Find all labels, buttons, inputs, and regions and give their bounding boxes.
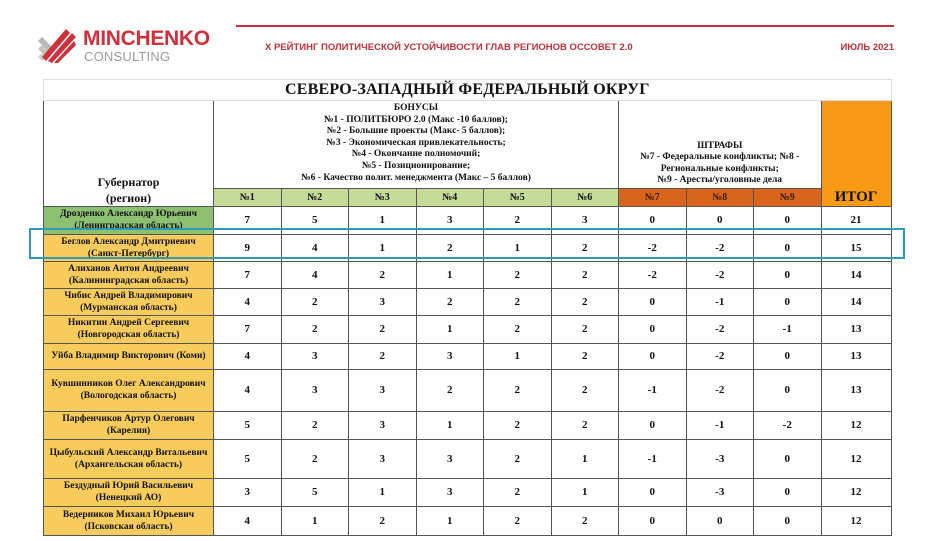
table-row bbox=[44, 343, 892, 369]
score-cell-5: 1 bbox=[484, 234, 552, 261]
score-cell-7: 0 bbox=[619, 315, 687, 343]
table-row bbox=[44, 315, 892, 343]
report-title: X РЕЙТИНГ ПОЛИТИЧЕСКОЙ УСТОЙЧИВОСТИ ГЛАВ РЕГИОНОВ ОССОВЕТ 2.0 bbox=[265, 42, 633, 53]
score-cell-8: 0 bbox=[686, 206, 754, 234]
total-cell: 14 bbox=[821, 261, 891, 288]
governor-name-cell: Беглов Александр Дмитриевич (Санкт-Петербург) bbox=[44, 234, 214, 261]
score-cell-8: -3 bbox=[686, 478, 754, 506]
score-cell-9: 0 bbox=[754, 343, 822, 369]
score-cell-8: -1 bbox=[686, 288, 754, 315]
score-cell-2: 2 bbox=[281, 439, 349, 478]
score-cell-5: 2 bbox=[484, 439, 552, 478]
column-header-3: №3 bbox=[349, 189, 417, 207]
score-cell-1: 3 bbox=[214, 478, 282, 506]
score-cell-6: 2 bbox=[551, 343, 619, 369]
score-cell-8: -2 bbox=[686, 315, 754, 343]
score-cell-1: 5 bbox=[214, 439, 282, 478]
score-cell-1: 5 bbox=[214, 411, 282, 439]
table-row bbox=[44, 411, 892, 439]
score-cell-4: 3 bbox=[416, 343, 484, 369]
score-cell-5: 1 bbox=[484, 343, 552, 369]
column-header-2: №2 bbox=[281, 189, 349, 207]
score-cell-8: -2 bbox=[686, 369, 754, 411]
score-cell-2: 4 bbox=[281, 234, 349, 261]
total-cell: 13 bbox=[821, 369, 891, 411]
score-cell-6: 2 bbox=[551, 369, 619, 411]
table-row bbox=[44, 206, 892, 234]
total-cell: 21 bbox=[821, 206, 891, 234]
score-cell-3: 3 bbox=[349, 411, 417, 439]
governor-name-cell: Бездудный Юрий Васильевич (Ненецкий АО) bbox=[44, 478, 214, 506]
score-cell-5: 2 bbox=[484, 288, 552, 315]
rating-table bbox=[43, 79, 892, 536]
score-cell-8: -1 bbox=[686, 411, 754, 439]
table-row bbox=[44, 369, 892, 411]
table-row bbox=[44, 478, 892, 506]
penalty-title: ШТРАФЫ bbox=[697, 140, 743, 151]
score-cell-1: 9 bbox=[214, 234, 282, 261]
score-cell-1: 7 bbox=[214, 261, 282, 288]
penalty-header bbox=[619, 101, 822, 189]
governor-name-cell: Чибис Андрей Владимирович (Мурманская область) bbox=[44, 288, 214, 315]
score-cell-8: -3 bbox=[686, 439, 754, 478]
score-cell-4: 1 bbox=[416, 315, 484, 343]
score-cell-9: 0 bbox=[754, 439, 822, 478]
score-cell-3: 2 bbox=[349, 506, 417, 535]
penalty-legend-2: Региональные конфликты; bbox=[660, 163, 779, 174]
total-cell: 13 bbox=[821, 315, 891, 343]
table-row bbox=[44, 234, 892, 261]
score-cell-2: 5 bbox=[281, 206, 349, 234]
score-cell-4: 1 bbox=[416, 411, 484, 439]
score-cell-6: 2 bbox=[551, 315, 619, 343]
score-cell-3: 3 bbox=[349, 369, 417, 411]
total-cell: 12 bbox=[821, 478, 891, 506]
governor-column-header bbox=[44, 101, 214, 207]
total-header-fill bbox=[821, 101, 891, 189]
total-cell: 12 bbox=[821, 439, 891, 478]
bonus-legend-2: №2 - Большие проекты (Макс- 5 баллов); bbox=[326, 126, 506, 137]
score-cell-9: 0 bbox=[754, 288, 822, 315]
bonus-legend-4: №4 - Окончание полномочий; bbox=[351, 149, 481, 160]
logo-name: MINCHENKO bbox=[83, 27, 210, 50]
table-row bbox=[44, 506, 892, 535]
governor-name-cell: Уйба Владимир Викторович (Коми) bbox=[44, 343, 214, 369]
score-cell-5: 2 bbox=[484, 411, 552, 439]
governor-name-cell: Цыбульский Александр Витальевич (Архангельская область) bbox=[44, 439, 214, 478]
score-cell-3: 2 bbox=[349, 343, 417, 369]
score-cell-3: 1 bbox=[349, 234, 417, 261]
score-cell-4: 2 bbox=[416, 369, 484, 411]
score-cell-5: 2 bbox=[484, 506, 552, 535]
score-cell-3: 3 bbox=[349, 288, 417, 315]
score-cell-6: 2 bbox=[551, 411, 619, 439]
score-cell-9: 0 bbox=[754, 206, 822, 234]
score-cell-1: 4 bbox=[214, 369, 282, 411]
score-cell-3: 2 bbox=[349, 261, 417, 288]
score-cell-5: 2 bbox=[484, 369, 552, 411]
minchenko-logo bbox=[38, 25, 218, 67]
score-cell-7: 0 bbox=[619, 411, 687, 439]
score-cell-9: 0 bbox=[754, 506, 822, 535]
bonus-legend-5: №5 - Позиционирование; bbox=[361, 160, 471, 171]
score-cell-2: 3 bbox=[281, 343, 349, 369]
total-cell: 15 bbox=[821, 234, 891, 261]
score-cell-2: 1 bbox=[281, 506, 349, 535]
column-header-6: №6 bbox=[551, 189, 619, 207]
score-cell-9: 0 bbox=[754, 478, 822, 506]
logo-stripes-icon bbox=[38, 27, 76, 63]
score-cell-7: 0 bbox=[619, 343, 687, 369]
score-cell-2: 2 bbox=[281, 288, 349, 315]
score-cell-1: 4 bbox=[214, 343, 282, 369]
score-cell-7: -1 bbox=[619, 369, 687, 411]
table-row bbox=[44, 439, 892, 478]
score-cell-4: 3 bbox=[416, 206, 484, 234]
column-header-4: №4 bbox=[416, 189, 484, 207]
bonus-legend-1: №1 - ПОЛИТБЮРО 2.0 (Макс -10 баллов); bbox=[323, 114, 509, 125]
score-cell-2: 3 bbox=[281, 369, 349, 411]
column-header-9: №9 bbox=[754, 189, 822, 207]
score-cell-7: -2 bbox=[619, 261, 687, 288]
score-cell-9: -2 bbox=[754, 411, 822, 439]
penalty-legend-1: №7 - Федеральные конфликты; №8 - bbox=[640, 152, 800, 163]
score-cell-3: 3 bbox=[349, 439, 417, 478]
logo-subtitle: CONSULTING bbox=[84, 49, 171, 64]
score-cell-9: 0 bbox=[754, 261, 822, 288]
score-cell-1: 4 bbox=[214, 506, 282, 535]
bonus-title: БОНУСЫ bbox=[393, 103, 439, 113]
score-cell-1: 4 bbox=[214, 288, 282, 315]
total-cell: 12 bbox=[821, 506, 891, 535]
score-cell-8: -2 bbox=[686, 234, 754, 261]
region-header-line: (регион) bbox=[105, 190, 152, 205]
score-cell-8: 0 bbox=[686, 506, 754, 535]
score-cell-1: 7 bbox=[214, 206, 282, 234]
score-cell-8: -2 bbox=[686, 261, 754, 288]
score-cell-6: 1 bbox=[551, 439, 619, 478]
score-cell-4: 1 bbox=[416, 261, 484, 288]
score-cell-3: 1 bbox=[349, 206, 417, 234]
governor-header-line: Губернатор bbox=[97, 174, 160, 189]
table-row bbox=[44, 288, 892, 315]
bonus-legend-6: №6 - Качество полит. менеджмента (Макс – 5 баллов) bbox=[301, 172, 531, 183]
score-cell-2: 2 bbox=[281, 411, 349, 439]
score-cell-4: 1 bbox=[416, 506, 484, 535]
total-cell: 13 bbox=[821, 343, 891, 369]
score-cell-6: 2 bbox=[551, 234, 619, 261]
score-cell-6: 1 bbox=[551, 478, 619, 506]
column-header-8: №8 bbox=[686, 189, 754, 207]
district-title: СЕВЕРО-ЗАПАДНЫЙ ФЕДЕРАЛЬНЫЙ ОКРУГ bbox=[44, 80, 892, 101]
total-cell: 14 bbox=[821, 288, 891, 315]
score-cell-6: 3 bbox=[551, 206, 619, 234]
score-cell-2: 4 bbox=[281, 261, 349, 288]
score-cell-3: 1 bbox=[349, 478, 417, 506]
score-cell-4: 3 bbox=[416, 478, 484, 506]
governor-name-cell: Алиханов Антон Андреевич (Калининградская область) bbox=[44, 261, 214, 288]
bonus-legend-3: №3 - Экономическая привлекательность; bbox=[326, 137, 506, 148]
rating-table-body bbox=[44, 206, 892, 535]
governor-name-cell: Парфенчиков Артур Олегович (Карелия) bbox=[44, 411, 214, 439]
column-header-1: №1 bbox=[214, 189, 282, 207]
score-cell-7: -1 bbox=[619, 439, 687, 478]
score-cell-5: 2 bbox=[484, 315, 552, 343]
governor-name-cell: Кувшинников Олег Александрович (Вологодская область) bbox=[44, 369, 214, 411]
score-cell-5: 2 bbox=[484, 206, 552, 234]
score-cell-4: 3 bbox=[416, 439, 484, 478]
score-cell-7: 0 bbox=[619, 206, 687, 234]
score-cell-1: 7 bbox=[214, 315, 282, 343]
column-header-5: №5 bbox=[484, 189, 552, 207]
header-divider bbox=[236, 25, 894, 27]
score-cell-5: 2 bbox=[484, 478, 552, 506]
score-cell-8: -2 bbox=[686, 343, 754, 369]
report-date: ИЮЛЬ 2021 bbox=[840, 42, 894, 53]
score-cell-7: 0 bbox=[619, 288, 687, 315]
score-cell-3: 2 bbox=[349, 315, 417, 343]
score-cell-2: 2 bbox=[281, 315, 349, 343]
score-cell-6: 2 bbox=[551, 261, 619, 288]
score-cell-7: 0 bbox=[619, 506, 687, 535]
score-cell-6: 2 bbox=[551, 288, 619, 315]
bonus-header bbox=[214, 101, 619, 189]
table-row bbox=[44, 261, 892, 288]
score-cell-2: 5 bbox=[281, 478, 349, 506]
governor-name-cell: Никитин Андрей Сергеевич (Новгородская область) bbox=[44, 315, 214, 343]
score-cell-4: 2 bbox=[416, 288, 484, 315]
score-cell-9: 0 bbox=[754, 234, 822, 261]
score-cell-9: -1 bbox=[754, 315, 822, 343]
score-cell-5: 2 bbox=[484, 261, 552, 288]
score-cell-4: 2 bbox=[416, 234, 484, 261]
score-cell-6: 2 bbox=[551, 506, 619, 535]
total-column-header: ИТОГ bbox=[821, 189, 891, 207]
score-cell-7: 0 bbox=[619, 478, 687, 506]
total-cell: 12 bbox=[821, 411, 891, 439]
score-cell-9: 0 bbox=[754, 369, 822, 411]
column-header-7: №7 bbox=[619, 189, 687, 207]
penalty-legend-3: №9 - Аресты/уголовные дела bbox=[657, 175, 783, 186]
score-cell-7: -2 bbox=[619, 234, 687, 261]
governor-name-cell: Дрозденко Александр Юрьевич (Ленинградская область) bbox=[44, 206, 214, 234]
governor-name-cell: Ведерников Михаил Юрьевич (Псковская область) bbox=[44, 506, 214, 535]
